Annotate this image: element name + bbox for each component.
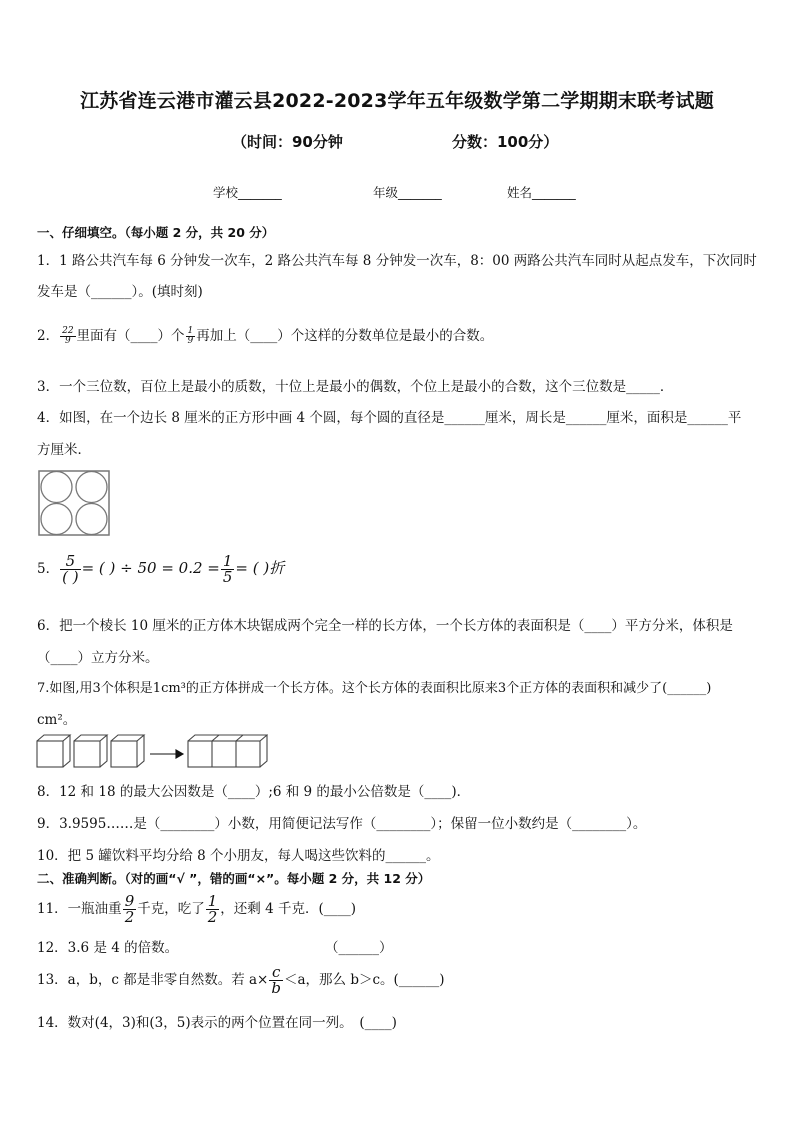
question-11-text-b: 千克，吃了	[137, 901, 205, 917]
fraction-numerator: 1	[187, 326, 194, 336]
cube	[111, 735, 144, 767]
question-5	[37, 554, 284, 585]
question-5-number: 5．	[37, 561, 60, 577]
fraction-1-9	[186, 327, 196, 346]
fraction-denominator: ( )	[62, 568, 79, 586]
question-2-text-a: 里面有（____）个	[76, 328, 185, 344]
fraction-numerator: c	[269, 965, 283, 981]
question-13-text-a: 13．a，b，c 都是非零自然数。若 a×	[37, 972, 269, 988]
fraction-1-5	[221, 554, 235, 585]
fraction-1-2	[206, 894, 220, 925]
question-3: 3．一个三位数，百位上是最小的质数，十位上是最小的偶数，个位上是最小的合数，这个三位数是_____．	[37, 379, 674, 395]
question-11	[37, 894, 356, 925]
question-4-line-2: 方厘米．	[37, 442, 91, 458]
question-1-line-2: 发车是（______）。(填时刻)	[37, 284, 203, 300]
cube	[37, 735, 70, 767]
question-4-line-1: 4．如图，在一个边长 8 厘米的正方形中画 4 个圆，每个圆的直径是______厘米，周长是______厘米，面积是______平	[37, 410, 742, 426]
exam-time: （时间：90分钟	[232, 133, 343, 151]
question-2	[37, 324, 493, 346]
exam-score: 分数：100分）	[452, 133, 559, 151]
question-8: 8．12 和 18 的最大公因数是（____）;6 和 9 的最小公倍数是（____)．	[37, 784, 471, 800]
question-12-answer-blank: （______）	[325, 940, 393, 956]
circle	[76, 504, 107, 535]
name-field: 姓名_______	[507, 185, 576, 200]
fraction-denominator: 2	[207, 908, 218, 926]
fraction-numerator: 9	[124, 892, 135, 910]
question-11-text-a: 11．一瓶油重	[37, 901, 122, 917]
question-5-equation: = ( ) ÷ 50 = 0.2 =	[81, 559, 220, 577]
question-2-text-b: 再加上（____）个这样的分数单位是最小的合数。	[196, 328, 494, 344]
section-heading-judge: 二、准确判断。（对的画“√ ”，错的画“×”。每小题 2 分，共 12 分）	[37, 871, 431, 886]
question-6-line-1: 6．把一个棱长 10 厘米的正方体木块锯成两个完全一样的长方体，一个长方体的表面积是（____）平方分米，体积是	[37, 618, 733, 634]
section-heading-fill: 一、仔细填空。（每小题 2 分，共 20 分）	[37, 225, 275, 240]
fraction-denominator: b	[271, 979, 281, 997]
page-title: 江苏省连云港市灌云县2022-2023学年五年级数学第二学期期末联考试题	[80, 90, 714, 112]
question-5-tail: = ( )折	[235, 559, 285, 577]
fraction-numerator: 22	[62, 326, 74, 336]
fraction-9-2	[123, 894, 137, 925]
question-13	[37, 965, 445, 996]
question-6-line-2: （____）立方分米。	[37, 650, 159, 666]
circle	[41, 504, 72, 535]
fraction-numerator: 5	[60, 554, 80, 570]
fraction-denominator: 5	[222, 568, 233, 586]
question-11-text-c: ，还剩 4 千克．(____)	[220, 901, 356, 917]
question-1-line-1: 1．1 路公共汽车每 6 分钟发一次车，2 路公共汽车每 8 分钟发一次车，8：00 两路公共汽车同时从起点发车，下次同时	[37, 253, 757, 269]
circle	[76, 472, 107, 503]
fraction-22-9	[60, 327, 75, 346]
arrow-icon	[150, 750, 183, 758]
question-9: 9．3.9595……是（________）小数，用简便记法写作（________）；保留一位小数约是（________）。	[37, 816, 647, 832]
fraction-numerator: 1	[222, 552, 233, 570]
cube	[74, 735, 107, 767]
question-10: 10．把 5 罐饮料平均分给 8 个小朋友，每人喝这些饮料的______。	[37, 848, 440, 864]
fraction-denominator: 9	[187, 336, 194, 346]
fraction-c-b	[269, 965, 283, 996]
circle	[41, 472, 72, 503]
cuboid	[188, 735, 267, 767]
square-with-four-circles-figure	[38, 470, 110, 536]
question-7-line-1: 7.如图,用3个体积是1cm³的正方体拼成一个长方体。这个长方体的表面积比原来3个正方体的表面积和减少了(______)	[37, 681, 712, 696]
fraction-denominator: 9	[64, 336, 71, 346]
question-14: 14．数对(4，3)和(3，5)表示的两个位置在同一列。 (____)	[37, 1015, 397, 1031]
fraction-numerator: 1	[207, 892, 218, 910]
grade-field: 年级_______	[373, 185, 442, 200]
fraction-denominator: 2	[124, 908, 135, 926]
school-field: 学校_______	[213, 185, 282, 200]
cubes-to-cuboid-figure	[36, 734, 268, 770]
question-13-text-b: ＜a，那么 b＞c。(______)	[283, 972, 445, 988]
fraction-5-blank	[60, 554, 80, 585]
outer-square	[39, 471, 109, 535]
question-7-line-2: cm²。	[37, 712, 77, 728]
question-12: 12．3.6 是 4 的倍数。	[37, 940, 179, 956]
question-2-number: 2．	[37, 328, 60, 344]
